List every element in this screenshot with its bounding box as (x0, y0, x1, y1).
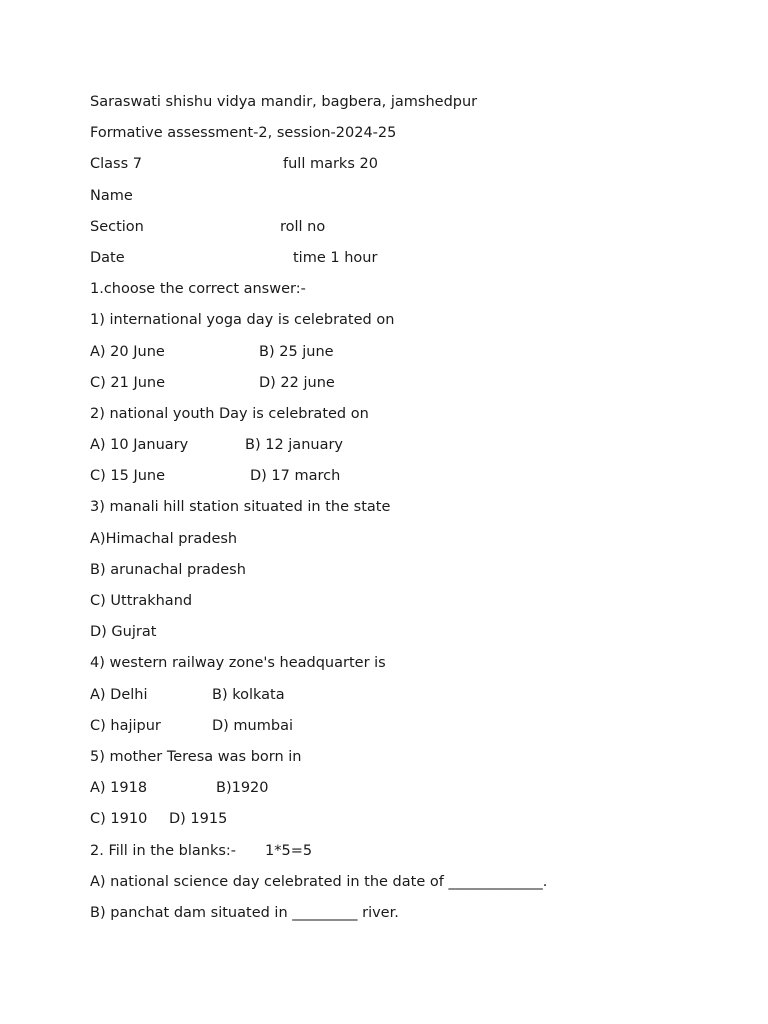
option-a: A) 20 June (90, 343, 165, 360)
class-marks-row (90, 154, 710, 185)
option-d: D) Gujrat (90, 624, 157, 641)
section2-marks: 1*5=5 (265, 842, 313, 859)
option-c: C) hajipur (90, 717, 161, 734)
school-name (90, 92, 710, 123)
question-1-options-cd (90, 373, 710, 404)
option-c: C) Uttrakhand (90, 593, 193, 609)
question-4-text: 4) western railway zone's headquarter is (90, 655, 386, 672)
option-d: D) 17 march (250, 468, 341, 485)
time-label: time 1 hour (293, 249, 378, 266)
option-a: A) 10 January (90, 437, 189, 454)
question-5-text: 5) mother Teresa was born in (90, 748, 302, 765)
assessment-title (90, 123, 710, 154)
question-paper (90, 92, 710, 934)
section-roll-row (90, 217, 710, 248)
section1-title-text: 1.choose the correct answer:- (90, 281, 306, 298)
question-3 (90, 497, 710, 528)
question-1-text: 1) international yoga day is celebrated on (90, 312, 395, 329)
roll-no-label: roll no (280, 218, 326, 235)
section2-title: 2. Fill in the blanks:- (90, 842, 237, 859)
question-3-option-a (90, 529, 710, 560)
question-4 (90, 653, 710, 684)
option-b: B) 12 january (245, 437, 343, 454)
blank-a-text: A) national science day celebrated in the date of _____________. (90, 873, 548, 890)
assessment-title-text: Formative assessment-2, session-2024-25 (90, 125, 397, 142)
option-a: A) Delhi (90, 686, 148, 703)
blank-b-text: B) panchat dam situated in _________ river. (90, 904, 399, 921)
question-1-options-ab (90, 342, 710, 373)
blank-b (90, 903, 710, 934)
option-c: C) 1910 (90, 811, 148, 828)
question-2-options-cd (90, 466, 710, 497)
name-row (90, 186, 710, 217)
question-4-options-ab (90, 685, 710, 716)
question-3-option-d (90, 622, 710, 653)
section-label: Section (90, 218, 144, 235)
date-time-row (90, 248, 710, 279)
school-name-text: Saraswati shishu vidya mandir, bagbera, jamshedpur (90, 94, 478, 110)
question-4-options-cd (90, 716, 710, 747)
question-5-options-ab (90, 778, 710, 809)
date-label: Date (90, 249, 125, 266)
option-c: C) 15 June (90, 468, 166, 485)
option-a: A)Himachal pradesh (90, 530, 238, 547)
question-3-option-b (90, 560, 710, 591)
question-2-options-ab (90, 435, 710, 466)
option-d: D) 22 june (259, 374, 335, 391)
option-b: B) kolkata (212, 686, 285, 703)
question-1 (90, 310, 710, 341)
option-d: D) 1915 (169, 811, 228, 828)
question-3-option-c (90, 591, 710, 622)
question-2-text: 2) national youth Day is celebrated on (90, 405, 369, 422)
section1-title (90, 279, 710, 310)
class-label: Class 7 (90, 156, 142, 173)
section2-title-row (90, 841, 710, 872)
option-d: D) mumbai (212, 717, 293, 734)
option-c: C) 21 June (90, 374, 166, 391)
question-2 (90, 404, 710, 435)
blank-a (90, 872, 710, 903)
question-5-options-cd (90, 809, 710, 840)
option-b: B) arunachal pradesh (90, 561, 246, 578)
option-b: B)1920 (216, 780, 269, 797)
question-5 (90, 747, 710, 778)
option-b: B) 25 june (259, 343, 334, 360)
full-marks: full marks 20 (283, 156, 378, 173)
question-3-text: 3) manali hill station situated in the state (90, 499, 391, 516)
name-label: Name (90, 187, 133, 204)
option-a: A) 1918 (90, 780, 148, 797)
